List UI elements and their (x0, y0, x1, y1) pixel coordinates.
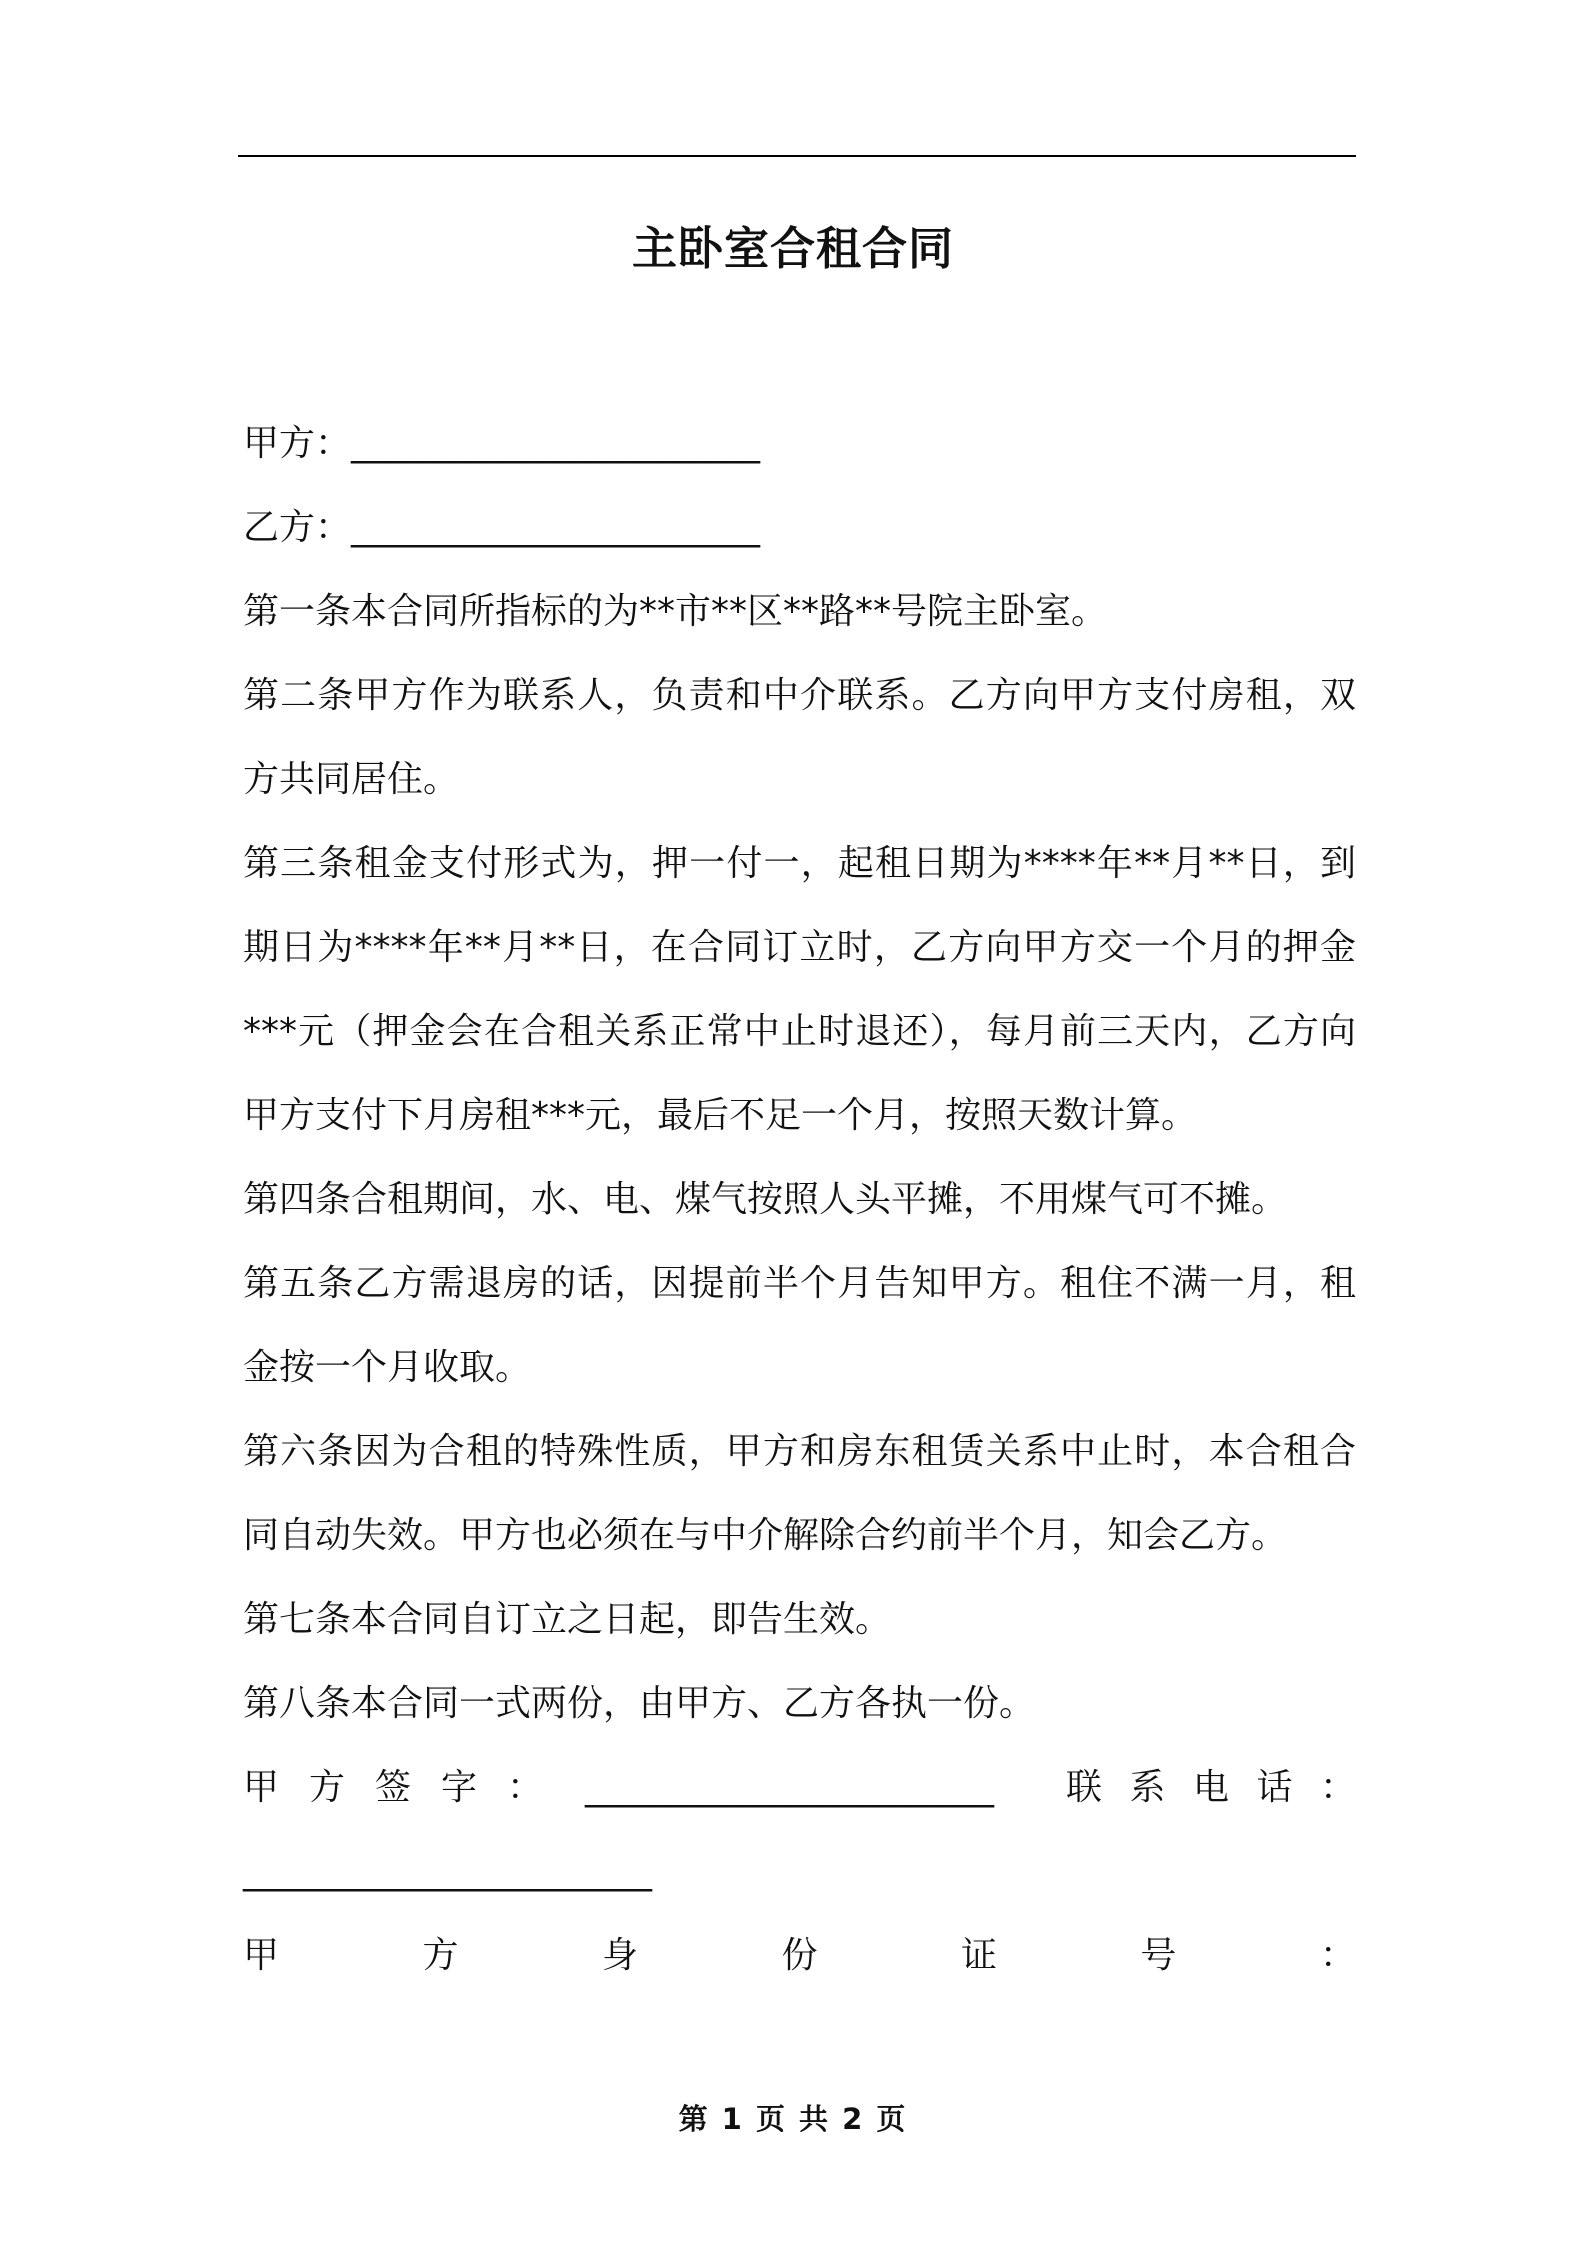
clause-4: 第四条合租期间，水、电、煤气按照人头平摊，不用煤气可不摊。 (243, 1179, 1288, 1220)
id-number-label: 甲 方 身 份 证 号 ： (243, 1935, 1356, 1976)
signature-blank: ________________________ (585, 1767, 993, 1808)
party-a-line (243, 402, 1356, 486)
document-title: 主卧室合租合同 (631, 222, 954, 275)
page-indicator: 第 1 页 共 2 页 (678, 2102, 908, 2136)
signature-row (243, 1746, 1356, 1830)
clause-5: 第五条乙方需退房的话，因提前半个月告知甲方。租住不满一月，租金按一个月收取。 (243, 1263, 1356, 1388)
clause-7: 第七条本合同自订立之日起，即告生效。 (243, 1599, 892, 1640)
phone-label: 联 系 电 话 ： (1066, 1767, 1356, 1808)
clause-2: 第二条甲方作为联系人，负责和中介联系。乙方向甲方支付房租，双方共同居住。 (243, 675, 1356, 800)
document-body (243, 402, 1356, 1998)
party-b-line (243, 486, 1356, 570)
phone-blank: ________________________ (243, 1851, 651, 1892)
clause-6: 第六条因为合租的特殊性质，甲方和房东租赁关系中止时，本合租合同自动失效。甲方也必须在与中介解除合约前半个月，知会乙方。 (243, 1431, 1356, 1556)
clause-1: 第一条本合同所指标的为**市**区**路**号院主卧室。 (243, 591, 1108, 632)
header-rule (238, 155, 1356, 157)
party-b-label: 乙方： (243, 507, 352, 548)
party-a-label: 甲方： (243, 423, 352, 464)
party-a-blank: ________________________ (351, 423, 760, 464)
signature-label: 甲 方 签 字 ： (243, 1767, 543, 1808)
clause-8: 第八条本合同一式两份，由甲方、乙方各执一份。 (243, 1683, 1036, 1724)
party-b-blank: ________________________ (351, 507, 760, 548)
clause-3: 第三条租金支付形式为，押一付一，起租日期为****年**月**日，到期日为****年**月**日，在合同订立时，乙方向甲方交一个月的押金***元（押金会在合租关系正常中止时退还），每月前三天内，乙方向甲方支付下月房租***元，最后不足一个月，按照天数计算。 (243, 843, 1356, 1136)
